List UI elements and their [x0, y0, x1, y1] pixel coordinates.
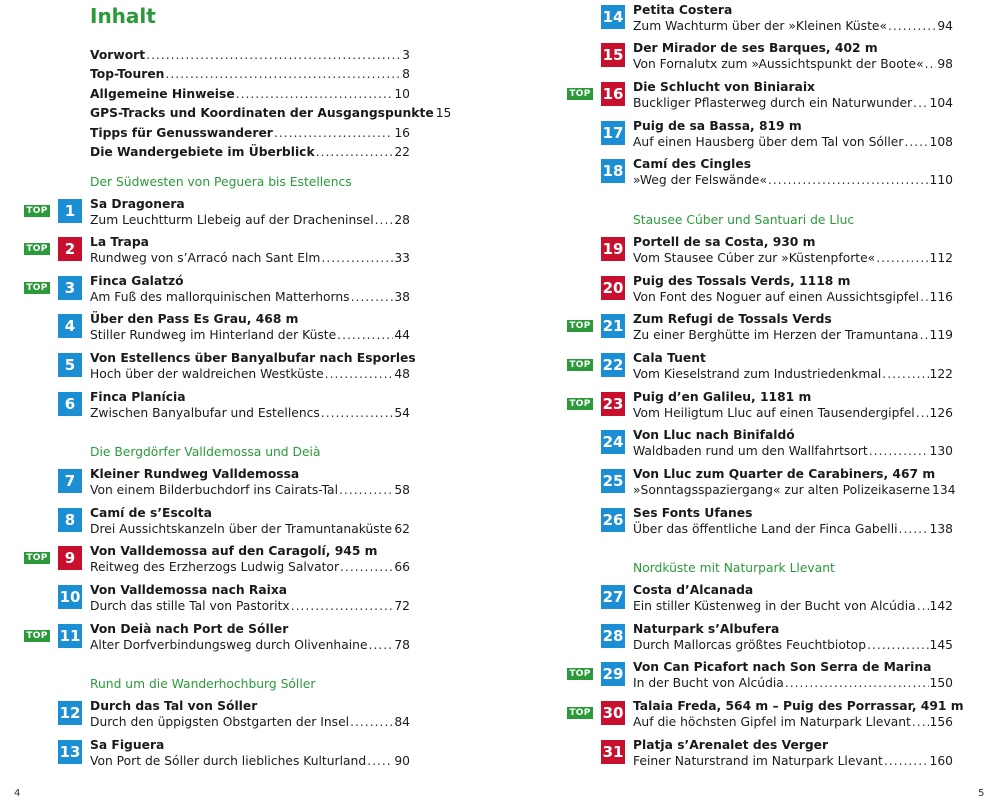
tour-number-badge: 13: [58, 740, 82, 764]
tour-title: Puig des Tossals Verds, 1118 m: [633, 274, 851, 288]
contents-line-vorwort[interactable]: [90, 48, 410, 67]
tour-title: Finca Planícia: [90, 390, 186, 404]
tour-subtitle-line: [90, 290, 410, 304]
section-heading: Rund um die Wanderhochburg Sóller: [90, 677, 316, 691]
tour-subtitle: »Sonntagsspaziergang« zur alten Polizeikaserne: [633, 483, 931, 497]
tour-subtitle: Buckliger Pflasterweg durch ein Naturwunder: [633, 96, 913, 110]
leader-dots: [925, 57, 937, 71]
tour-number-badge: 27: [601, 585, 625, 609]
leader-dots: [350, 715, 393, 729]
top-badge: TOP: [24, 243, 50, 255]
leader-dots: [876, 251, 928, 265]
tour-subtitle-line: [633, 173, 953, 187]
tour-subtitle-line: [90, 599, 410, 613]
contents-line-gps[interactable]: [90, 106, 452, 125]
tour-number-badge: 19: [601, 237, 625, 261]
tour-subtitle-line: [90, 715, 410, 729]
tour-page: 145: [929, 638, 953, 652]
tour-subtitle: In der Bucht von Alcúdia: [633, 676, 784, 690]
tour-number-badge: 26: [601, 508, 625, 532]
tour-title: La Trapa: [90, 235, 149, 249]
tour-subtitle: »Weg der Felswände«: [633, 173, 767, 187]
tour-page: 116: [929, 290, 953, 304]
tour-number-badge: 23: [601, 392, 625, 416]
contents-line-title: Vorwort: [90, 48, 146, 62]
contents-line-title: Allgemeine Hinweise: [90, 86, 235, 101]
contents-line-page: 3: [402, 48, 410, 62]
tour-subtitle-line: [90, 522, 410, 536]
tour-subtitle: Durch den üppigsten Obstgarten der Insel: [90, 715, 350, 729]
tour-page: 33: [394, 251, 410, 265]
tour-page: 110: [929, 173, 953, 187]
tour-title: Sa Figuera: [90, 738, 165, 752]
tour-subtitle-line: [633, 290, 953, 304]
tour-page: 156: [929, 715, 953, 729]
leader-dots: [165, 67, 401, 81]
tour-number-badge: 1: [58, 199, 82, 223]
tour-subtitle: Von Font des Noguer auf einen Aussichtsgipfel: [633, 290, 920, 304]
leader-dots: [325, 367, 394, 381]
tour-subtitle: Zum Wachturm über der »Kleinen Küste«: [633, 19, 887, 33]
section-heading: Der Südwesten von Peguera bis Estellencs: [90, 175, 352, 189]
top-badge: TOP: [567, 320, 593, 332]
leader-dots: [888, 19, 936, 33]
tour-subtitle: Durch das stille Tal von Pastoritx: [90, 599, 290, 613]
leader-dots: [375, 213, 394, 227]
tour-number-badge: 7: [58, 469, 82, 493]
tour-number-badge: 18: [601, 159, 625, 183]
leader-dots: [291, 599, 394, 613]
tour-subtitle-line: [90, 367, 410, 381]
contents-line-tipps[interactable]: [90, 126, 410, 145]
tour-page: 28: [394, 213, 410, 227]
tour-page: 160: [929, 754, 953, 768]
tour-number-badge: 8: [58, 508, 82, 532]
tour-title: Costa d’Alcanada: [633, 583, 754, 597]
tour-title: Talaia Freda, 564 m – Puig des Porrassar, 491 m: [633, 699, 964, 713]
tour-page: 72: [394, 599, 410, 613]
tour-subtitle: Waldbaden rund um den Wallfahrtsort: [633, 444, 868, 458]
tour-number-badge: 15: [601, 43, 625, 67]
tour-title: Von Estellencs über Banyalbufar nach Esporles: [90, 351, 416, 365]
tour-title: Finca Galatzó: [90, 274, 184, 288]
tour-number-badge: 16: [601, 82, 625, 106]
section-heading: Die Bergdörfer Valldemossa und Deià: [90, 445, 321, 459]
leader-dots: [146, 48, 401, 62]
tour-subtitle-line: [633, 599, 953, 613]
tour-subtitle: Am Fuß des mallorquinischen Matterhorns: [90, 290, 350, 304]
tour-title: Von Lluc nach Binifaldó: [633, 428, 795, 442]
tour-subtitle-line: [90, 638, 410, 652]
tour-number-badge: 4: [58, 314, 82, 338]
tour-number-badge: 11: [58, 624, 82, 648]
tour-subtitle-line: [633, 754, 953, 768]
tour-subtitle: Hoch über der waldreichen Westküste: [90, 367, 324, 381]
tour-title: Camí des Cingles: [633, 157, 752, 171]
contents-line-hinweise[interactable]: [90, 87, 410, 106]
tour-title: Zum Refugi de Tossals Verds: [633, 312, 832, 326]
tour-subtitle-line: [633, 676, 953, 690]
tour-page: 130: [929, 444, 953, 458]
contents-line-title: GPS-Tracks und Koordinaten der Ausgangspunkte: [90, 106, 434, 121]
contents-line-page: 22: [394, 144, 410, 159]
section-heading: Stausee Cúber und Santuari de Lluc: [633, 213, 855, 227]
leader-dots: [236, 87, 394, 101]
leader-dots: [884, 754, 929, 768]
tour-page: 66: [394, 560, 410, 574]
leader-dots: [899, 522, 929, 536]
leader-dots: [917, 599, 929, 613]
tour-number-badge: 31: [601, 740, 625, 764]
leader-dots: [274, 126, 393, 140]
tour-title: Der Mirador de ses Barques, 402 m: [633, 41, 878, 55]
leader-dots: [869, 444, 929, 458]
tour-page: 58: [394, 483, 410, 497]
tour-title: Die Schlucht von Biniaraix: [633, 80, 815, 94]
tour-subtitle: Ein stiller Küstenweg in der Bucht von Alcúdia: [633, 599, 916, 613]
tour-subtitle: Feiner Naturstrand im Naturpark Llevant: [633, 754, 883, 768]
tour-page: 98: [937, 57, 953, 71]
leader-dots: [340, 560, 393, 574]
tour-subtitle: Stiller Rundweg im Hinterland der Küste: [90, 328, 337, 342]
tour-page: 104: [929, 96, 953, 110]
tour-title: Von Can Picafort nach Son Serra de Marina: [633, 660, 932, 674]
tour-number-badge: 29: [601, 662, 625, 686]
page-title: Inhalt: [90, 4, 156, 28]
tour-subtitle-line: [90, 328, 410, 342]
contents-line-title: Die Wandergebiete im Überblick: [90, 144, 315, 159]
tour-subtitle-line: [633, 522, 953, 536]
tour-number-badge: 9: [58, 546, 82, 570]
tour-page: 90: [394, 754, 410, 768]
tour-number-badge: 24: [601, 430, 625, 454]
tour-subtitle-line: [633, 19, 953, 33]
tour-subtitle: Zu einer Berghütte im Herzen der Tramuntana: [633, 328, 919, 342]
contents-line-page: 15: [435, 106, 452, 121]
top-badge: TOP: [567, 359, 593, 371]
leader-dots: [916, 406, 929, 420]
tour-subtitle-line: [633, 57, 953, 71]
tour-title: Cala Tuent: [633, 351, 706, 365]
tour-title: Sa Dragonera: [90, 197, 185, 211]
tour-subtitle-line: [90, 406, 410, 420]
tour-number-badge: 10: [58, 585, 82, 609]
tour-page: 38: [394, 290, 410, 304]
tour-subtitle-line: [633, 483, 956, 497]
tour-page: 142: [929, 599, 953, 613]
contents-line-page: 10: [394, 86, 410, 101]
tour-number-badge: 21: [601, 314, 625, 338]
tour-page: 150: [929, 676, 953, 690]
tour-subtitle-line: [633, 328, 953, 342]
leader-dots: [768, 173, 929, 187]
tour-title: Puig de sa Bassa, 819 m: [633, 119, 802, 133]
tour-subtitle-line: [90, 251, 410, 265]
page-number: 4: [14, 788, 21, 799]
tour-page: 62: [394, 522, 410, 536]
top-badge: TOP: [24, 552, 50, 564]
tour-page: 94: [937, 19, 953, 33]
leader-dots: [785, 676, 929, 690]
tour-title: Durch das Tal von Sóller: [90, 699, 258, 713]
tour-title: Naturpark s’Albufera: [633, 622, 780, 636]
tour-subtitle: Auf die höchsten Gipfel im Naturpark Llevant: [633, 715, 911, 729]
leader-dots: [321, 251, 393, 265]
tour-page: 112: [929, 251, 953, 265]
top-badge: TOP: [567, 668, 593, 680]
tour-subtitle-line: [90, 754, 410, 768]
tour-title: Kleiner Rundweg Valldemossa: [90, 467, 300, 481]
tour-subtitle: Alter Dorfverbindungsweg durch Olivenhaine: [90, 638, 368, 652]
contents-line-title: Tipps für Genusswanderer: [90, 125, 273, 140]
tour-subtitle: Über das öffentliche Land der Finca Gabelli: [633, 522, 898, 536]
top-badge: TOP: [24, 282, 50, 294]
tour-page: 44: [394, 328, 410, 342]
tour-title: Von Lluc zum Quarter de Carabiners, 467 m: [633, 467, 936, 481]
tour-number-badge: 12: [58, 701, 82, 725]
tour-subtitle: Von Port de Sóller durch liebliches Kulturland: [90, 754, 367, 768]
tour-number-badge: 3: [58, 276, 82, 300]
tour-title: Platja s’Arenalet des Verger: [633, 738, 829, 752]
tour-title: Ses Fonts Ufanes: [633, 506, 753, 520]
tour-subtitle: Drei Aussichtskanzeln über der Tramuntanaküste: [90, 522, 393, 536]
tour-page: 119: [929, 328, 953, 342]
tour-subtitle-line: [633, 135, 953, 149]
contents-line-page: 16: [394, 125, 410, 140]
tour-number-badge: 22: [601, 353, 625, 377]
top-badge: TOP: [567, 88, 593, 100]
top-badge: TOP: [24, 205, 50, 217]
tour-subtitle-line: [633, 715, 953, 729]
tour-subtitle: Vom Heiligtum Lluc auf einen Tausendergipfel: [633, 406, 915, 420]
tour-title: Von Valldemossa nach Raixa: [90, 583, 288, 597]
leader-dots: [351, 290, 394, 304]
tour-page: 126: [929, 406, 953, 420]
tour-title: Über den Pass Es Grau, 468 m: [90, 312, 299, 326]
leader-dots: [904, 135, 928, 149]
tour-number-badge: 2: [58, 237, 82, 261]
tour-subtitle: Vom Kieselstrand zum Industriedenkmal: [633, 367, 882, 381]
leader-dots: [882, 367, 928, 381]
leader-dots: [369, 638, 394, 652]
tour-page: 78: [394, 638, 410, 652]
tour-subtitle: Reitweg des Erzherzogs Ludwig Salvator: [90, 560, 340, 574]
tour-subtitle-line: [90, 483, 410, 497]
tour-subtitle-line: [633, 638, 953, 652]
tour-subtitle-line: [90, 560, 410, 574]
tour-title: Von Deià nach Port de Sóller: [90, 622, 289, 636]
tour-page: 122: [929, 367, 953, 381]
tour-title: Petita Costera: [633, 3, 733, 17]
tour-title: Puig d’en Galileu, 1181 m: [633, 390, 812, 404]
top-badge: TOP: [567, 707, 593, 719]
tour-number-badge: 14: [601, 5, 625, 29]
tour-page: 138: [929, 522, 953, 536]
tour-subtitle-line: [90, 213, 410, 227]
tour-subtitle: Von einem Bilderbuchdorf ins Cairats-Tal: [90, 483, 339, 497]
tour-subtitle-line: [633, 367, 953, 381]
leader-dots: [339, 483, 393, 497]
tour-subtitle-line: [633, 444, 953, 458]
tour-number-badge: 20: [601, 276, 625, 300]
leader-dots: [337, 328, 393, 342]
tour-title: Portell de sa Costa, 930 m: [633, 235, 816, 249]
tour-subtitle: Von Fornalutx zum »Aussichtspunkt der Boote«: [633, 57, 924, 71]
tour-subtitle-line: [633, 96, 953, 110]
tour-page: 54: [394, 406, 410, 420]
leader-dots: [912, 715, 929, 729]
leader-dots: [316, 145, 394, 159]
contents-line-top-touren[interactable]: [90, 67, 410, 86]
tour-subtitle: Zwischen Banyalbufar und Estellencs: [90, 406, 320, 420]
tour-number-badge: 17: [601, 121, 625, 145]
right-page: [500, 0, 1000, 800]
general-contents-list: [90, 48, 452, 164]
tour-number-badge: 28: [601, 624, 625, 648]
contents-line-page: 8: [402, 67, 410, 82]
tour-subtitle: Zum Leuchtturm Llebeig auf der Dracheninsel: [90, 213, 374, 227]
tour-number-badge: 5: [58, 353, 82, 377]
tour-subtitle: Rundweg von s’Arracó nach Sant Elm: [90, 251, 321, 265]
top-badge: TOP: [24, 630, 50, 642]
tour-subtitle: Auf einen Hausberg über dem Tal von Sóller: [633, 135, 904, 149]
section-heading: Nordküste mit Naturpark Llevant: [633, 561, 835, 575]
tour-subtitle: Vom Stausee Cúber zur »Küstenpforte«: [633, 251, 876, 265]
top-badge: TOP: [567, 398, 593, 410]
contents-line-ueberblick[interactable]: [90, 145, 410, 164]
tour-subtitle-line: [633, 406, 953, 420]
tour-subtitle: Durch Mallorcas größtes Feuchtbiotop: [633, 638, 867, 652]
tour-page: 108: [929, 135, 953, 149]
leader-dots: [321, 406, 394, 420]
tour-number-badge: 30: [601, 701, 625, 725]
leader-dots: [920, 290, 928, 304]
tour-page: 134: [932, 483, 956, 497]
tour-number-badge: 25: [601, 469, 625, 493]
tour-title: Von Valldemossa auf den Caragolí, 945 m: [90, 544, 378, 558]
leader-dots: [867, 638, 929, 652]
tour-page: 48: [394, 367, 410, 381]
leader-dots: [920, 328, 929, 342]
tour-number-badge: 6: [58, 392, 82, 416]
tour-subtitle-line: [633, 251, 953, 265]
leader-dots: [913, 96, 928, 110]
tour-title: Camí de s’Escolta: [90, 506, 212, 520]
contents-line-title: Top-Touren: [90, 67, 165, 82]
leader-dots: [367, 754, 393, 768]
page-number: 5: [978, 788, 985, 799]
tour-page: 84: [394, 715, 410, 729]
